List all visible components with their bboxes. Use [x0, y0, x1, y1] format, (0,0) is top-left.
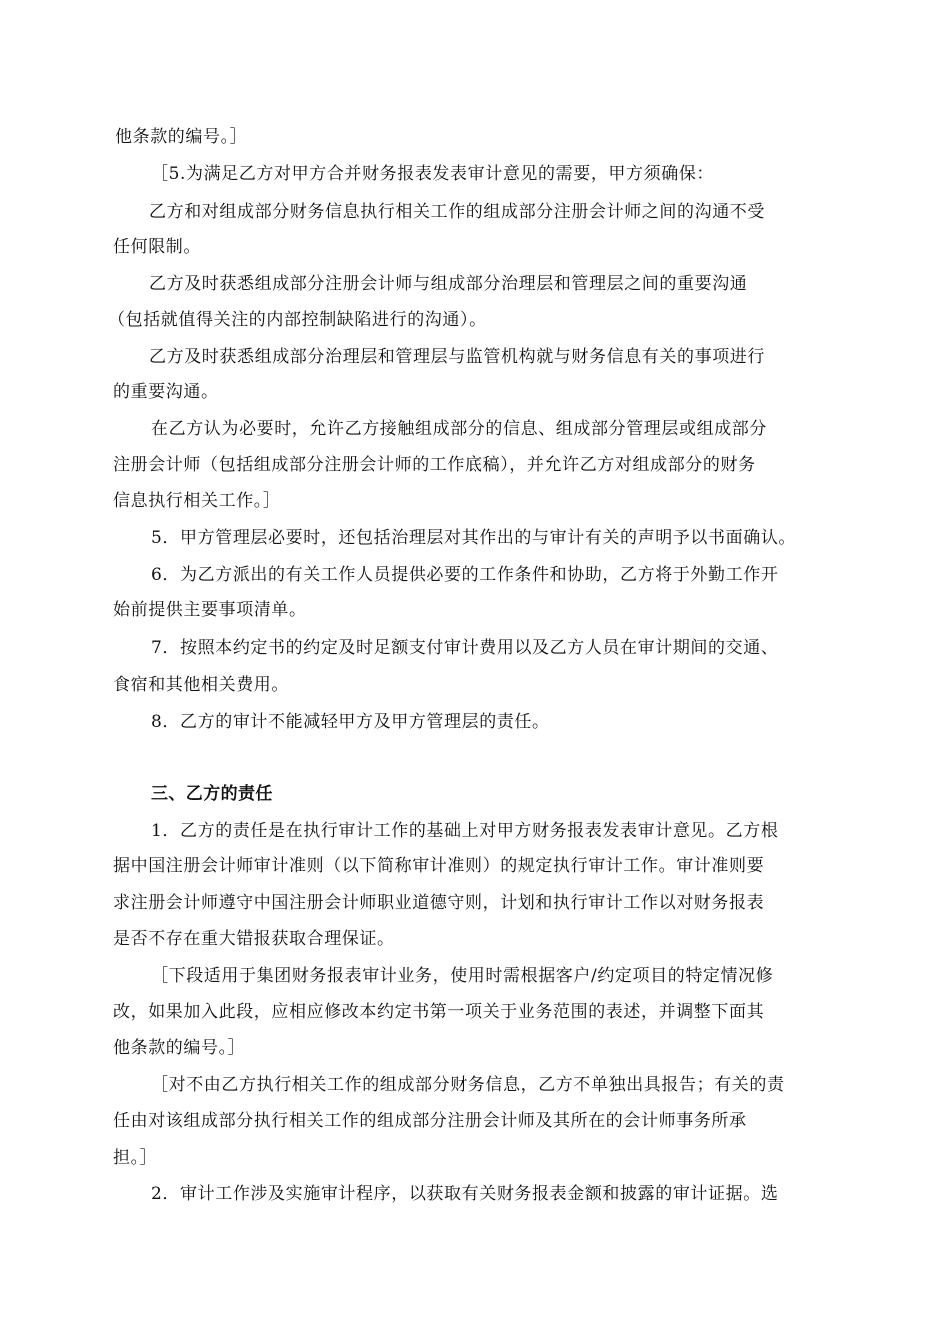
text-line: 他条款的编号。］ [115, 127, 248, 147]
text-line: 求注册会计师遵守中国注册会计师职业道德守则，计划和执行审计工作以对财务报表 [113, 893, 765, 913]
text-line: ［5.为满足乙方对甲方合并财务报表发表审计意见的需要，甲方须确保： [151, 164, 715, 184]
text-line: 是否不存在重大错报获取合理保证。 [113, 929, 395, 949]
text-line: 8．乙方的审计不能减轻甲方及甲方管理层的责任。 [151, 712, 550, 732]
text-line: 他条款的编号。］ [113, 1038, 246, 1058]
text-line: 担。］ [113, 1148, 158, 1168]
text-line: 乙方及时获悉组成部分注册会计师与组成部分治理层和管理层之间的重要沟通 [149, 274, 748, 294]
text-line: （包括就值得关注的内部控制缺陷进行的沟通）。 [108, 310, 487, 330]
section-heading: 三、乙方的责任 [151, 784, 273, 804]
text-line: ［下段适用于集团财务报表审计业务，使用时需根据客户/约定项目的特定情况修 [151, 966, 774, 986]
text-line: 乙方和对组成部分财务信息执行相关工作的组成部分注册会计师之间的沟通不受 [149, 202, 765, 222]
text-line: 据中国注册会计师审计准则（以下简称审计准则）的规定执行审计工作。审计准则要 [113, 856, 765, 876]
text-line: 2．审计工作涉及实施审计程序，以获取有关财务报表金额和披露的审计证据。选 [151, 1184, 779, 1204]
text-line: 在乙方认为必要时，允许乙方接触组成部分的信息、组成部分管理层或组成部分 [151, 419, 767, 439]
text-line: 改，如果加入此段，应相应修改本约定书第一项关于业务范围的表述，并调整下面其 [113, 1002, 765, 1022]
text-line: 始前提供主要事项清单。 [113, 600, 307, 620]
text-line: 任由对该组成部分执行相关工作的组成部分注册会计师及其所在的会计师事务所承 [113, 1111, 747, 1131]
text-line: 7．按照本约定书的约定及时足额支付审计费用以及乙方人员在审计期间的交通、 [151, 638, 779, 658]
text-line: 乙方及时获悉组成部分治理层和管理层与监管机构就与财务信息有关的事项进行 [149, 347, 765, 367]
text-line: 5．甲方管理层必要时，还包括治理层对其作出的与审计有关的声明予以书面确认。 [151, 528, 797, 548]
text-line: 1．乙方的责任是在执行审计工作的基础上对甲方财务报表发表审计意见。乙方根 [151, 821, 779, 841]
text-line: 信息执行相关工作。］ [113, 491, 281, 511]
text-line: 6．为乙方派出的有关工作人员提供必要的工作条件和协助，乙方将于外勤工作开 [151, 565, 779, 585]
text-line: 注册会计师（包括组成部分注册会计师的工作底稿），并允许乙方对组成部分的财务 [113, 455, 756, 475]
text-line: 的重要沟通。 [113, 382, 219, 402]
text-line: 任何限制。 [113, 237, 201, 257]
text-line: ［对不由乙方执行相关工作的组成部分财务信息，乙方不单独出具报告；有关的责 [151, 1075, 785, 1095]
text-line: 食宿和其他相关费用。 [113, 675, 289, 695]
